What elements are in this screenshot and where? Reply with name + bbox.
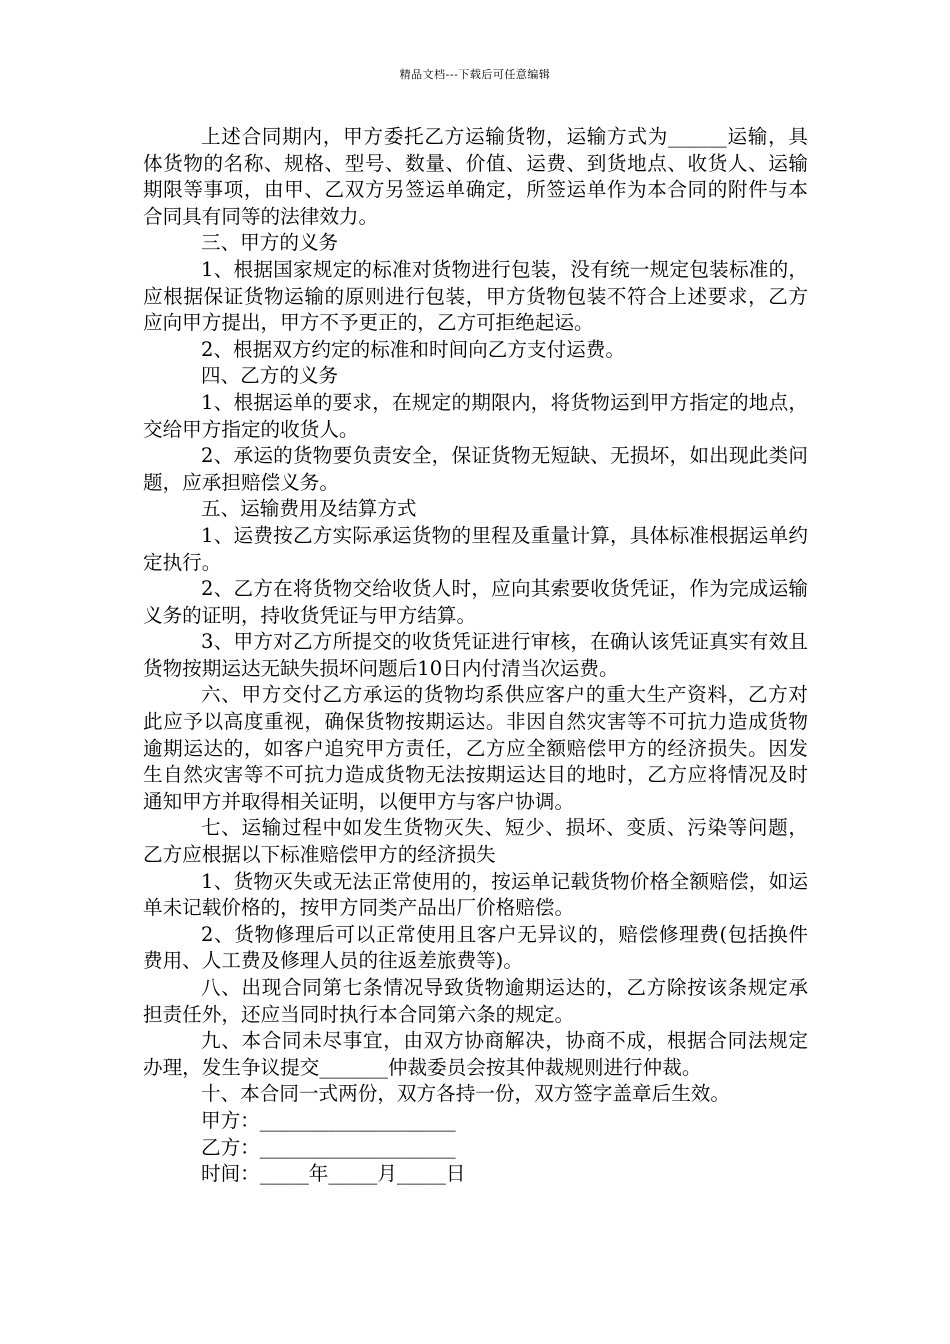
party-a-signature-line: 甲方：____________________ <box>201 1108 456 1132</box>
date-line: 时间：_____年_____月_____日 <box>201 1162 466 1186</box>
paragraph-section-8: 八、出现合同第七条情况导致货物逾期运达的，乙方除按该条规定承担责任外，还应当同时执行本合同第六条的规定。 <box>143 976 808 1026</box>
document-body <box>143 124 808 1188</box>
paragraph-intro: 上述合同期内，甲方委托乙方运输货物，运输方式为______运输，具体货物的名称、规格、型号、数量、价值、运费、到货地点、收货人、运输期限等事项，由甲、乙双方另签运单确定，所签运单作为本合同的附件与本合同具有同等的法律效力。 <box>143 125 808 228</box>
paragraph-section-6: 六、甲方交付乙方承运的货物均系供应客户的重大生产资料，乙方对此应予以高度重视，确保货物按期运达。非因自然灾害等不可抗力造成货物逾期运达的，如客户追究甲方责任，乙方应全额赔偿甲方的经济损失。因发生自然灾害等不可抗力造成货物无法按期运达目的地时，乙方应将情况及时通知甲方并取得相关证明，以便甲方与客户协调。 <box>143 683 808 813</box>
paragraph: 2、根据双方约定的标准和时间向乙方支付运费。 <box>201 337 625 361</box>
paragraph-section-7: 七、运输过程中如发生货物灭失、短少、损坏、变质、污染等问题，乙方应根据以下标准赔偿甲方的经济损失 <box>143 816 808 867</box>
paragraph-section-10: 十、本合同一式两份，双方各持一份，双方签字盖章后生效。 <box>201 1082 731 1106</box>
page-header: 精品文档---下载后可任意编辑 <box>399 68 551 81</box>
paragraph: 2、货物修理后可以正常使用且客户无异议的，赔偿修理费(包括换件费用、人工费及修理人员的往返差旅费等)。 <box>143 922 808 973</box>
paragraph: 1、根据国家规定的标准对货物进行包装，没有统一规定包装标准的，应根据保证货物运输的原则进行包装，甲方货物包装不符合上述要求，乙方应向甲方提出，甲方不予更正的，乙方可拒绝起运。 <box>143 257 808 335</box>
section-heading-3: 三、甲方的义务 <box>201 231 339 255</box>
paragraph: 1、货物灭失或无法正常使用的，按运单记载货物价格全额赔偿，如运单未记载价格的，按甲方同类产品出厂价格赔偿。 <box>143 869 808 920</box>
paragraph-section-9: 九、本合同未尽事宜，由双方协商解决，协商不成，根据合同法规定办理，发生争议提交_______仲裁委员会按其仲裁规则进行仲裁。 <box>143 1029 808 1079</box>
paragraph: 2、承运的货物要负责安全，保证货物无短缺、无损坏，如出现此类问题，应承担赔偿义务。 <box>143 444 808 494</box>
section-heading-5: 五、运输费用及结算方式 <box>201 497 417 521</box>
section-heading-4: 四、乙方的义务 <box>201 364 339 388</box>
paragraph: 2、乙方在将货物交给收货人时，应向其索要收货凭证，作为完成运输义务的证明，持收货凭证与甲方结算。 <box>143 577 808 627</box>
paragraph: 1、根据运单的要求，在规定的期限内，将货物运到甲方指定的地点，交给甲方指定的收货人。 <box>143 390 808 441</box>
party-b-signature-line: 乙方：____________________ <box>201 1135 456 1159</box>
paragraph: 3、甲方对乙方所提交的收货凭证进行审核，在确认该凭证真实有效且货物按期运达无缺失损坏问题后10日内付清当次运费。 <box>143 630 808 680</box>
paragraph: 1、运费按乙方实际承运货物的里程及重量计算，具体标准根据运单约定执行。 <box>143 523 808 574</box>
